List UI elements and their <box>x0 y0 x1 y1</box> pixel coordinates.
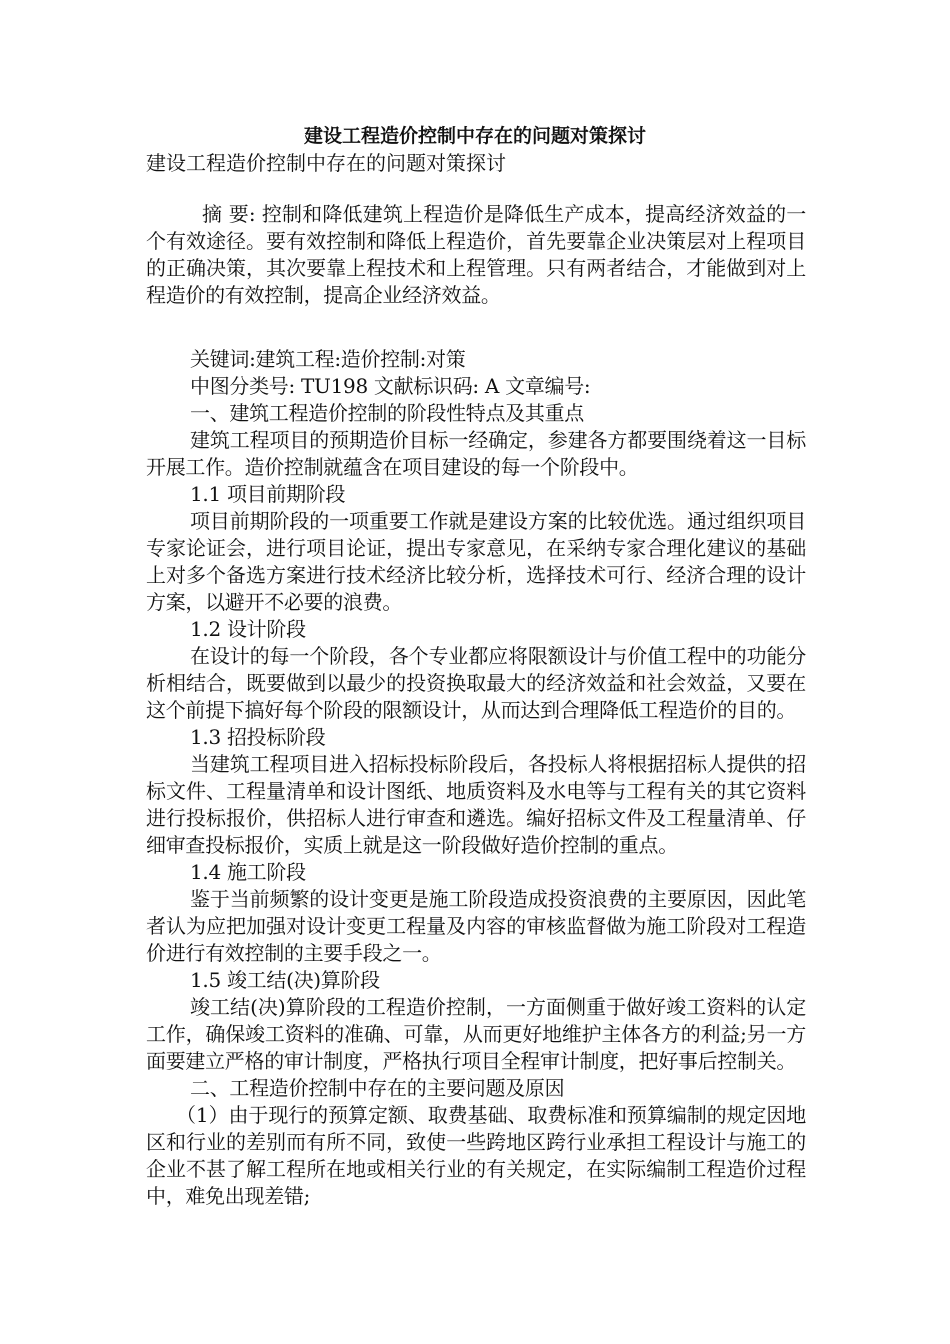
subsection-1-3-text: 当建筑工程项目进入招标投标阶段后，各投标人将根据招标人提供的招标文件、工程量清单和设计图纸、地质资料及水电等与工程有关的其它资料进行投标报价，供招标人进行审查和遴选。编好招标文件及工程量清单、仔细审查投标报价，实质上就是这一阶段做好造价控制的重点。 <box>146 752 806 857</box>
section1-intro: 建筑工程项目的预期造价目标一经确定，参建各方都要围绕着这一目标开展工作。造价控制就蕴含在项目建设的每一个阶段中。 <box>146 428 806 479</box>
section2-item-1: （1）由于现行的预算定额、取费基础、取费标准和预算编制的规定因地区和行业的差别而有所不同，致使一些跨地区跨行业承担工程设计与施工的企业不甚了解工程所在地或相关行业的有关规定，在实际编制工程造价过程中，难免出现差错; <box>146 1103 806 1208</box>
section2-heading: 二、工程造价控制中存在的主要问题及原因 <box>190 1076 565 1100</box>
subsection-1-1-text: 项目前期阶段的一项重要工作就是建设方案的比较优选。通过组织项目专家论证会，进行项目论证，提出专家意见，在采纳专家合理化建议的基础上对多个备选方案进行技术经济比较分析，选择技术可行、经济合理的设计方案，以避开不必要的浪费。 <box>146 509 806 614</box>
subsection-1-2-text: 在设计的每一个阶段，各个专业都应将限额设计与价值工程中的功能分析相结合，既要做到以最少的投资换取最大的经济效益和社会效益，又要在这个前提下搞好每个阶段的限额设计，从而达到合理降低工程造价的目的。 <box>146 644 806 722</box>
subsection-1-5-heading: 1.5 竣工结(决)算阶段 <box>190 968 380 992</box>
abstract-block <box>146 201 806 309</box>
subsection-1-4-heading: 1.4 施工阶段 <box>190 860 306 884</box>
section1-heading: 一、建筑工程造价控制的阶段性特点及其重点 <box>190 401 584 425</box>
keywords-line: 关键词:建筑工程:造价控制:对策 <box>190 347 466 371</box>
subsection-1-1-heading: 1.1 项目前期阶段 <box>190 482 346 506</box>
document-subtitle: 建设工程造价控制中存在的问题对策探讨 <box>146 151 506 175</box>
classification-line: 中图分类号: TU198 文献标识码: A 文章编号: <box>190 374 591 398</box>
document-title: 建设工程造价控制中存在的问题对策探讨 <box>303 125 646 147</box>
abstract-paragraph: 摘 要: 控制和降低建筑上程造价是降低生产成本，提高经济效益的一个有效途径。要有效控制和降低上程造价，首先要靠企业决策层对上程项目的正确决策，其次要靠上程技术和上程管理。只有两者结合，才能做到对上程造价的有效控制，提高企业经济效益。 <box>146 202 806 307</box>
subsection-1-4-text: 鉴于当前频繁的设计变更是施工阶段造成投资浪费的主要原因，因此笔者认为应把加强对设计变更工程量及内容的审核监督做为施工阶段对工程造价进行有效控制的主要手段之一。 <box>146 887 806 965</box>
main-body <box>146 346 806 1210</box>
subsection-1-3-heading: 1.3 招投标阶段 <box>190 725 326 749</box>
subsection-1-2-heading: 1.2 设计阶段 <box>190 617 306 641</box>
subsection-1-5-text: 竣工结(决)算阶段的工程造价控制，一方面侧重于做好竣工资料的认定工作，确保竣工资料的准确、可靠，从而更好地维护主体各方的利益;另一方面要建立严格的审计制度，严格执行项目全程审计制度，把好事后控制关。 <box>146 995 806 1073</box>
